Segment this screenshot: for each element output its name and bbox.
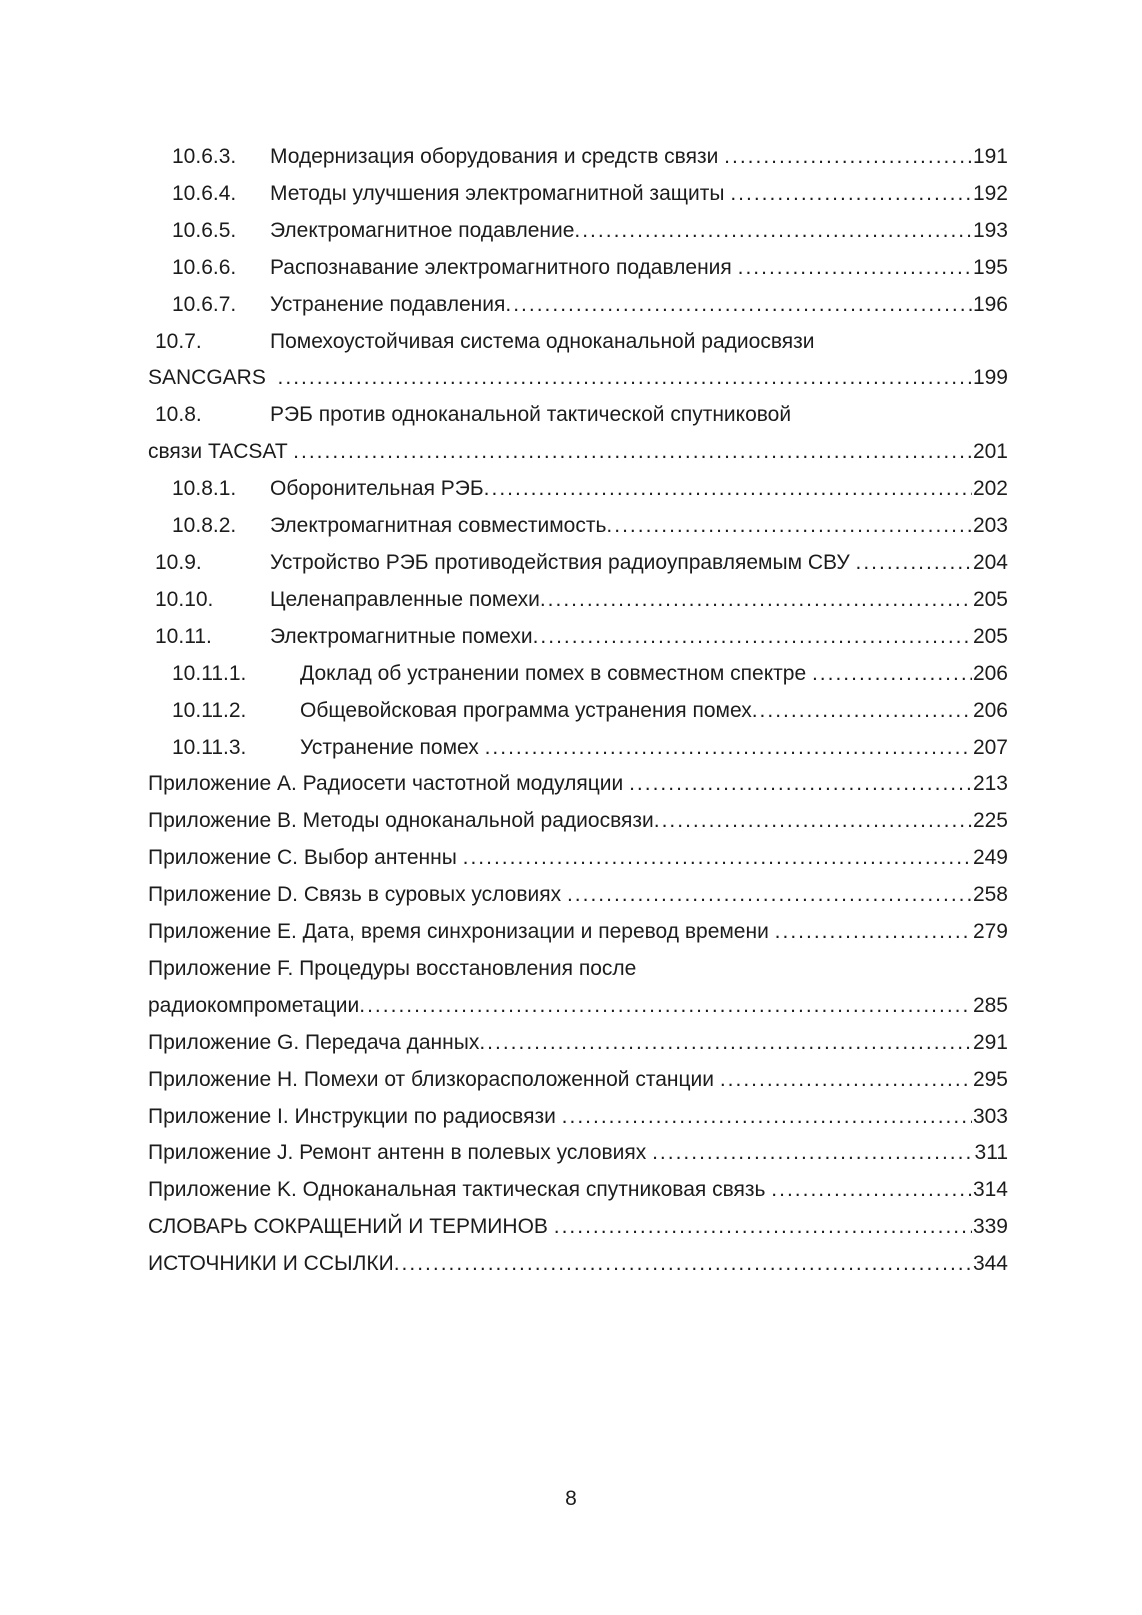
toc-entry-line bbox=[148, 250, 1008, 287]
dot-leader bbox=[738, 250, 972, 287]
dot-leader bbox=[562, 1099, 972, 1136]
toc-entry-line bbox=[148, 656, 1008, 693]
toc-entry bbox=[148, 656, 1008, 693]
toc-entry-page: 205 bbox=[972, 624, 1008, 648]
toc-entry-line bbox=[148, 139, 1008, 176]
toc-entry-page: 206 bbox=[972, 661, 1008, 685]
toc-entry-continuation-text: SANCGARS bbox=[148, 366, 278, 390]
dot-leader bbox=[724, 139, 972, 176]
dot-leader bbox=[505, 287, 972, 324]
toc-entry-title: Доклад об устранении помех в совместном спектре bbox=[300, 661, 812, 685]
toc-entry bbox=[148, 397, 1008, 471]
toc-entry-line bbox=[148, 730, 1008, 767]
toc-entry-page: 193 bbox=[972, 218, 1008, 242]
toc-entry-continuation-text: связи TACSAT bbox=[148, 440, 294, 464]
toc-entry-number: 10.10. bbox=[155, 587, 214, 611]
toc-entry-number: 10.6.6. bbox=[172, 255, 237, 279]
dot-leader bbox=[479, 1025, 972, 1062]
toc-entry-page: 225 bbox=[972, 809, 1008, 833]
toc-entry bbox=[148, 803, 1008, 840]
toc-list bbox=[148, 139, 1008, 1283]
toc-entry-line bbox=[148, 176, 1008, 213]
toc-entry-line bbox=[148, 324, 1008, 361]
toc-entry-line bbox=[148, 508, 1008, 545]
toc-entry bbox=[148, 730, 1008, 767]
toc-entry-page: 191 bbox=[972, 145, 1008, 168]
toc-entry bbox=[148, 877, 1008, 914]
toc-entry-page: 344 bbox=[972, 1252, 1008, 1276]
toc-entry-title: Приложение G. Передача данных bbox=[148, 1030, 480, 1054]
toc-entry bbox=[148, 213, 1008, 250]
toc-entry-continuation bbox=[148, 988, 1008, 1025]
toc-entry-title: Устранение подавления bbox=[270, 292, 506, 316]
toc-entry-page: 311 bbox=[974, 1141, 1008, 1165]
toc-entry bbox=[148, 287, 1008, 324]
toc-entry-title: Приложение A. Радиосети частотной модуляции bbox=[148, 772, 630, 796]
toc-entry-page: 199 bbox=[972, 366, 1008, 390]
toc-entry bbox=[148, 1209, 1008, 1246]
toc-entry-title: Устранение помех bbox=[300, 735, 485, 759]
toc-entry bbox=[148, 176, 1008, 213]
toc-entry-page: 285 bbox=[972, 993, 1008, 1017]
toc-entry-title: Приложение K. Одноканальная тактическая спутниковая связь bbox=[148, 1178, 772, 1202]
toc-entry-title: Модернизация оборудования и средств связи bbox=[270, 145, 725, 168]
toc-entry bbox=[148, 951, 1008, 1025]
toc-entry-title: Приложение F. Процедуры восстановления после bbox=[148, 956, 637, 980]
dot-leader bbox=[293, 434, 972, 471]
toc-entry bbox=[148, 1025, 1008, 1062]
toc-entry-title: Приложение B. Методы одноканальной радиосвязи bbox=[148, 809, 654, 833]
toc-entry-line bbox=[148, 914, 1008, 951]
toc-entry-line bbox=[148, 213, 1008, 250]
toc-entry-line bbox=[148, 951, 1008, 988]
toc-entry-title: ИСТОЧНИКИ И ССЫЛКИ bbox=[148, 1252, 394, 1276]
toc-entry-page: 258 bbox=[972, 883, 1008, 907]
toc-entry bbox=[148, 471, 1008, 508]
dot-leader bbox=[540, 582, 972, 619]
toc-entry-number: 10.11.3. bbox=[172, 735, 247, 759]
dot-leader bbox=[812, 656, 972, 693]
toc-entry-title: Методы улучшения электромагнитной защиты bbox=[270, 181, 731, 205]
toc-entry-continuation bbox=[148, 434, 1008, 471]
toc-entry bbox=[148, 840, 1008, 877]
dot-leader bbox=[856, 545, 972, 582]
toc-entry-line bbox=[148, 1246, 1008, 1283]
toc-entry bbox=[148, 324, 1008, 398]
toc-entry-line bbox=[148, 840, 1008, 877]
toc-entry-title: Приложение I. Инструкции по радиосвязи bbox=[148, 1104, 562, 1128]
dot-leader bbox=[752, 693, 972, 730]
toc-entry-page: 204 bbox=[972, 550, 1008, 574]
toc-entry-title: Электромагнитная совместимость bbox=[270, 514, 607, 538]
toc-entry bbox=[148, 1246, 1008, 1283]
toc-entry-number: 10.6.7. bbox=[172, 292, 237, 316]
toc-entry-number: 10.8. bbox=[155, 403, 202, 427]
toc-entry-line bbox=[148, 1135, 1008, 1172]
toc-entry bbox=[148, 139, 1008, 176]
toc-entry-continuation bbox=[148, 360, 1008, 397]
toc-entry-page: 201 bbox=[972, 440, 1008, 464]
toc-entry-title: Оборонительная РЭБ bbox=[270, 477, 484, 501]
toc-entry-line bbox=[148, 803, 1008, 840]
dot-leader bbox=[629, 766, 972, 803]
footer-page-number: 8 bbox=[565, 1487, 577, 1510]
toc-entry bbox=[148, 693, 1008, 730]
toc-entry-page: 213 bbox=[972, 772, 1008, 796]
dot-leader bbox=[775, 914, 972, 951]
toc-entry bbox=[148, 250, 1008, 287]
toc-entry-number: 10.6.4. bbox=[172, 181, 237, 205]
toc-entry-page: 202 bbox=[972, 477, 1008, 501]
toc-entry-title: РЭБ против одноканальной тактической спутниковой bbox=[270, 403, 792, 427]
toc-entry-page: 314 bbox=[972, 1178, 1008, 1202]
toc-entry-page: 206 bbox=[972, 698, 1008, 722]
toc-entry-title: Приложение H. Помехи от близкорасположенной станции bbox=[148, 1067, 720, 1091]
toc-entry-title: Помехоустойчивая система одноканальной радиосвязи bbox=[270, 329, 815, 353]
toc-entry-number: 10.8.1. bbox=[172, 477, 237, 501]
toc-entry bbox=[148, 914, 1008, 951]
toc-entry bbox=[148, 1135, 1008, 1172]
dot-leader bbox=[554, 1209, 972, 1246]
toc-entry-line bbox=[148, 766, 1008, 803]
toc-entry-page: 339 bbox=[972, 1215, 1008, 1239]
toc-entry-title: СЛОВАРЬ СОКРАЩЕНИЙ И ТЕРМИНОВ bbox=[148, 1215, 554, 1239]
toc-entry-page: 279 bbox=[972, 920, 1008, 944]
toc-entry-title: Распознавание электромагнитного подавления bbox=[270, 255, 738, 279]
toc-entry-line bbox=[148, 397, 1008, 434]
toc-entry-title: Электромагнитное подавление bbox=[270, 218, 575, 242]
dot-leader bbox=[654, 803, 972, 840]
toc-entry bbox=[148, 1062, 1008, 1099]
toc-entry bbox=[148, 582, 1008, 619]
dot-leader bbox=[394, 1246, 972, 1283]
toc-entry-title: Целенаправленные помехи bbox=[270, 587, 540, 611]
toc-entry-page: 295 bbox=[972, 1067, 1008, 1091]
toc-entry-title: Устройство РЭБ противодействия радиоуправляемым СВУ bbox=[270, 550, 856, 574]
toc-entry bbox=[148, 766, 1008, 803]
toc-entry-line bbox=[148, 287, 1008, 324]
toc-entry-line bbox=[148, 1099, 1008, 1136]
toc-entry-page: 205 bbox=[972, 587, 1008, 611]
toc-entry-line bbox=[148, 582, 1008, 619]
toc-entry-line bbox=[148, 1025, 1008, 1062]
toc-entry-title: Приложение E. Дата, время синхронизации и перевод времени bbox=[148, 920, 775, 944]
dot-leader bbox=[730, 176, 972, 213]
toc-entry-page: 249 bbox=[972, 846, 1008, 870]
toc-entry-title: Приложение J. Ремонт антенн в полевых условиях bbox=[148, 1141, 653, 1165]
toc-entry-line bbox=[148, 1172, 1008, 1209]
toc-entry-number: 10.11.1. bbox=[172, 661, 247, 685]
toc-entry-line bbox=[148, 619, 1008, 656]
toc-entry bbox=[148, 1099, 1008, 1136]
toc-entry-number: 10.11. bbox=[155, 624, 212, 648]
toc-entry-page: 207 bbox=[972, 735, 1008, 759]
toc-entry-page: 196 bbox=[972, 292, 1008, 316]
toc-entry-page: 195 bbox=[972, 255, 1008, 279]
toc-entry bbox=[148, 619, 1008, 656]
toc-entry-line bbox=[148, 1209, 1008, 1246]
toc-entry-title: Общевойсковая программа устранения помех bbox=[300, 698, 752, 722]
dot-leader bbox=[652, 1135, 973, 1172]
toc-entry bbox=[148, 1172, 1008, 1209]
toc-entry bbox=[148, 508, 1008, 545]
dot-leader bbox=[485, 730, 972, 767]
toc-entry-line bbox=[148, 471, 1008, 508]
toc-entry-number: 10.8.2. bbox=[172, 514, 237, 538]
toc-entry-number: 10.6.3. bbox=[172, 145, 237, 168]
toc-entry-line bbox=[148, 545, 1008, 582]
dot-leader bbox=[574, 213, 972, 250]
dot-leader bbox=[278, 360, 972, 397]
toc-entry-line bbox=[148, 877, 1008, 914]
toc-entry-number: 10.11.2. bbox=[172, 698, 247, 722]
toc-entry-title: Приложение C. Выбор антенны bbox=[148, 846, 463, 870]
toc-entry-page: 303 bbox=[972, 1104, 1008, 1128]
dot-leader bbox=[463, 840, 972, 877]
dot-leader bbox=[484, 471, 972, 508]
toc-entry-line bbox=[148, 1062, 1008, 1099]
dot-leader bbox=[606, 508, 972, 545]
dot-leader bbox=[771, 1172, 972, 1209]
toc-entry-continuation-text: радиокомпрометации bbox=[148, 993, 360, 1017]
dot-leader bbox=[533, 619, 972, 656]
dot-leader bbox=[567, 877, 972, 914]
toc-entry-title: Электромагнитные помехи bbox=[270, 624, 533, 648]
toc-entry-number: 10.9. bbox=[155, 550, 202, 574]
toc-entry-title: Приложение D. Связь в суровых условиях bbox=[148, 883, 567, 907]
toc-entry-number: 10.7. bbox=[155, 329, 202, 353]
toc-entry-page: 192 bbox=[972, 181, 1008, 205]
dot-leader bbox=[720, 1062, 972, 1099]
dot-leader bbox=[359, 988, 972, 1025]
toc-entry-line bbox=[148, 693, 1008, 730]
toc-entry-number: 10.6.5. bbox=[172, 218, 237, 242]
toc-entry-page: 291 bbox=[972, 1030, 1008, 1054]
toc-entry bbox=[148, 545, 1008, 582]
toc-entry-page: 203 bbox=[972, 514, 1008, 538]
